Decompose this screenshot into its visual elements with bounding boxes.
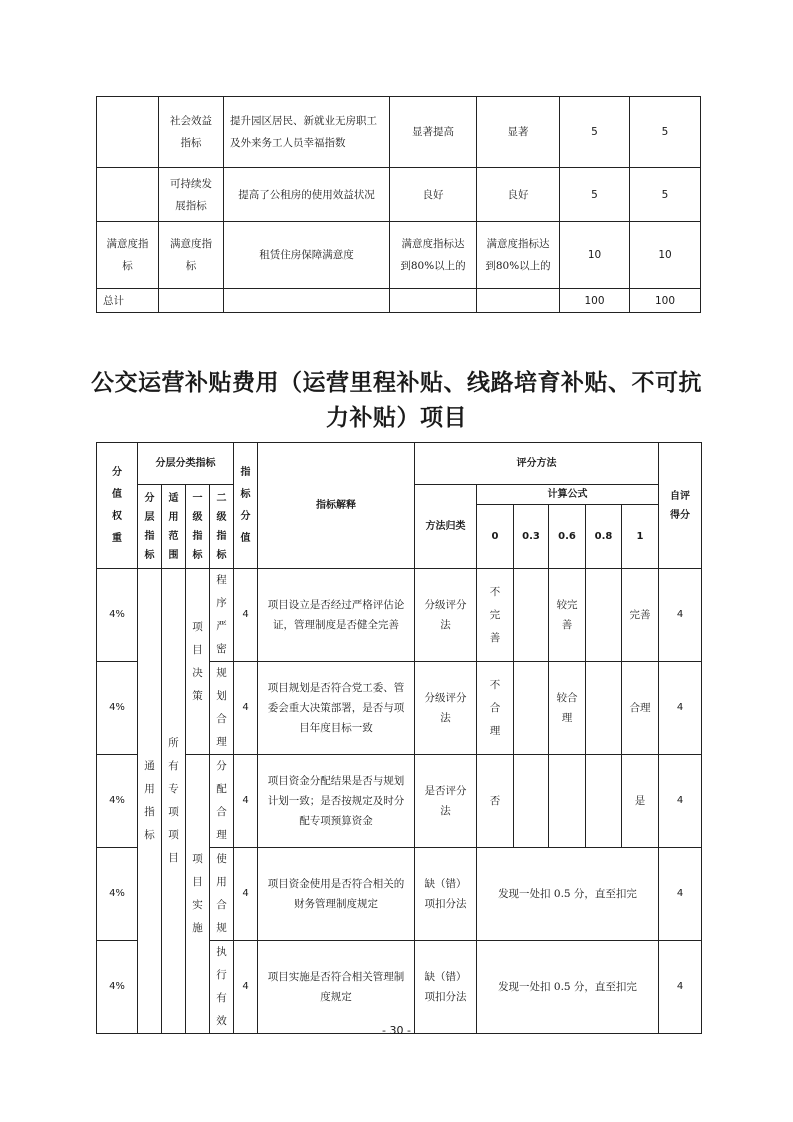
weight-cell: 4% — [97, 662, 138, 755]
actual-cell: 满意度指标达 到80%以上的 — [477, 222, 560, 289]
indicator-cell: 提升园区居民、新就业无房职工 及外来务工人员幸福指数 — [224, 97, 390, 168]
level2-cell: 社会效益 指标 — [159, 97, 224, 168]
level2-cell: 规 划 合 理 — [210, 662, 234, 755]
section-title-line1: 公交运营补贴费用（运营里程补贴、线路培育补贴、不可抗 — [91, 370, 702, 396]
formula-0.6: 0.6 — [549, 505, 586, 569]
formula-text-cell: 发现一处扣 0.5 分，直至扣完 — [477, 941, 659, 1034]
explain-cell: 项目资金使用是否符合相关的 财务管理制度规定 — [258, 848, 415, 941]
formula-0.3-cell — [514, 662, 549, 755]
method-type-cell: 是否评分 法 — [415, 755, 477, 848]
self-score-cell: 4 — [659, 848, 702, 941]
level2-cell: 执 行 有 效 — [210, 941, 234, 1034]
empty-cell — [477, 289, 560, 313]
self-score-cell: 4 — [659, 755, 702, 848]
explain-cell: 项目规划是否符合党工委、管 委会重大决策部署，是否与项 目年度目标一致 — [258, 662, 415, 755]
points-cell: 4 — [234, 941, 258, 1034]
formula-0.8: 0.8 — [586, 505, 622, 569]
empty-cell — [159, 289, 224, 313]
points-cell: 4 — [234, 755, 258, 848]
score-cell: 5 — [630, 168, 701, 222]
indicator-cell: 提高了公租房的使用效益状况 — [224, 168, 390, 222]
formula-text-cell: 发现一处扣 0.5 分，直至扣完 — [477, 848, 659, 941]
formula-0.3: 0.3 — [514, 505, 549, 569]
explain-cell: 项目设立是否经过严格评估论 证，管理制度是否健全完善 — [258, 569, 415, 662]
formula-0-cell: 不 合 理 — [477, 662, 514, 755]
weight-cell: 4% — [97, 755, 138, 848]
points-cell: 4 — [234, 848, 258, 941]
formula-0.6-cell: 较完 善 — [549, 569, 586, 662]
scoring-table — [96, 442, 702, 1034]
self-score-cell: 4 — [659, 941, 702, 1034]
level2-header: 二 级 指 标 — [210, 485, 234, 569]
layer-header: 分 层 指 标 — [138, 485, 162, 569]
formula-0-cell: 否 — [477, 755, 514, 848]
level2-cell: 程 序 严 密 — [210, 569, 234, 662]
table-row — [97, 222, 701, 289]
formula-1-cell: 合理 — [622, 662, 659, 755]
method-type-cell: 分级评分 法 — [415, 662, 477, 755]
table-row — [97, 569, 702, 662]
performance-table-continued — [96, 96, 701, 313]
actual-cell: 显著 — [477, 97, 560, 168]
empty-cell — [390, 289, 477, 313]
formula-1: 1 — [622, 505, 659, 569]
level2-cell: 满意度指 标 — [159, 222, 224, 289]
formula-0.8-cell — [586, 662, 622, 755]
formula-0.3-cell — [514, 569, 549, 662]
target-cell: 满意度指标达 到80%以上的 — [390, 222, 477, 289]
table-row — [97, 168, 701, 222]
formula-0.6-cell: 较合 理 — [549, 662, 586, 755]
explain-header: 指标解释 — [258, 443, 415, 569]
weight-cell: 4% — [97, 941, 138, 1034]
score-cell: 5 — [630, 97, 701, 168]
weight-cell: 5 — [560, 168, 630, 222]
total-weight: 100 — [560, 289, 630, 313]
empty-cell — [224, 289, 390, 313]
formula-1-cell: 是 — [622, 755, 659, 848]
formula-header: 计算公式 — [477, 485, 659, 505]
level2-cell: 分 配 合 理 — [210, 755, 234, 848]
page-number: - 30 - — [382, 1024, 411, 1037]
explain-cell: 项目资金分配结果是否与规划 计划一致；是否按规定及时分 配专项预算资金 — [258, 755, 415, 848]
formula-1-cell: 完善 — [622, 569, 659, 662]
explain-cell: 项目实施是否符合相关管理制 度规定 — [258, 941, 415, 1034]
total-score: 100 — [630, 289, 701, 313]
self-score-cell: 4 — [659, 569, 702, 662]
method-type-header: 方法归类 — [415, 485, 477, 569]
formula-0: 0 — [477, 505, 514, 569]
project-decision-group: 项 目 决 策 — [186, 569, 210, 755]
method-type-cell: 分级评分 法 — [415, 569, 477, 662]
method-type-cell: 缺（错） 项扣分法 — [415, 848, 477, 941]
all-projects-group: 所 有 专 项 项 目 — [162, 569, 186, 1034]
weight-cell: 5 — [560, 97, 630, 168]
layered-header: 分层分类指标 — [138, 443, 234, 485]
weight-cell: 10 — [560, 222, 630, 289]
points-cell: 4 — [234, 662, 258, 755]
formula-0.8-cell — [586, 755, 622, 848]
table-row — [97, 755, 702, 848]
level2-cell: 可持续发 展指标 — [159, 168, 224, 222]
points-header: 指 标 分 值 — [234, 443, 258, 569]
total-row — [97, 289, 701, 313]
level2-cell: 使 用 合 规 — [210, 848, 234, 941]
formula-0.3-cell — [514, 755, 549, 848]
level1-cell: 满意度指 标 — [97, 222, 159, 289]
target-cell: 良好 — [390, 168, 477, 222]
self-score-cell: 4 — [659, 662, 702, 755]
indicator-cell: 租赁住房保障满意度 — [224, 222, 390, 289]
project-implementation-group: 项 目 实 施 — [186, 755, 210, 1034]
score-cell: 10 — [630, 222, 701, 289]
scope-header: 适 用 范 围 — [162, 485, 186, 569]
level1-cell — [97, 168, 159, 222]
self-score-header: 自评 得分 — [659, 443, 702, 569]
level1-header: 一 级 指 标 — [186, 485, 210, 569]
total-label: 总计 — [97, 289, 159, 313]
method-header: 评分方法 — [415, 443, 659, 485]
target-cell: 显著提高 — [390, 97, 477, 168]
table-row — [97, 97, 701, 168]
weight-cell: 4% — [97, 848, 138, 941]
method-type-cell: 缺（错） 项扣分法 — [415, 941, 477, 1034]
actual-cell: 良好 — [477, 168, 560, 222]
weight-cell: 4% — [97, 569, 138, 662]
weight-header: 分 值 权 重 — [97, 443, 138, 569]
points-cell: 4 — [234, 569, 258, 662]
section-title-line2: 力补贴）项目 — [326, 405, 467, 431]
formula-0.6-cell — [549, 755, 586, 848]
general-indicator-group: 通 用 指 标 — [138, 569, 162, 1034]
header-row-1 — [97, 443, 702, 485]
level1-cell — [97, 97, 159, 168]
formula-0-cell: 不 完 善 — [477, 569, 514, 662]
formula-0.8-cell — [586, 569, 622, 662]
